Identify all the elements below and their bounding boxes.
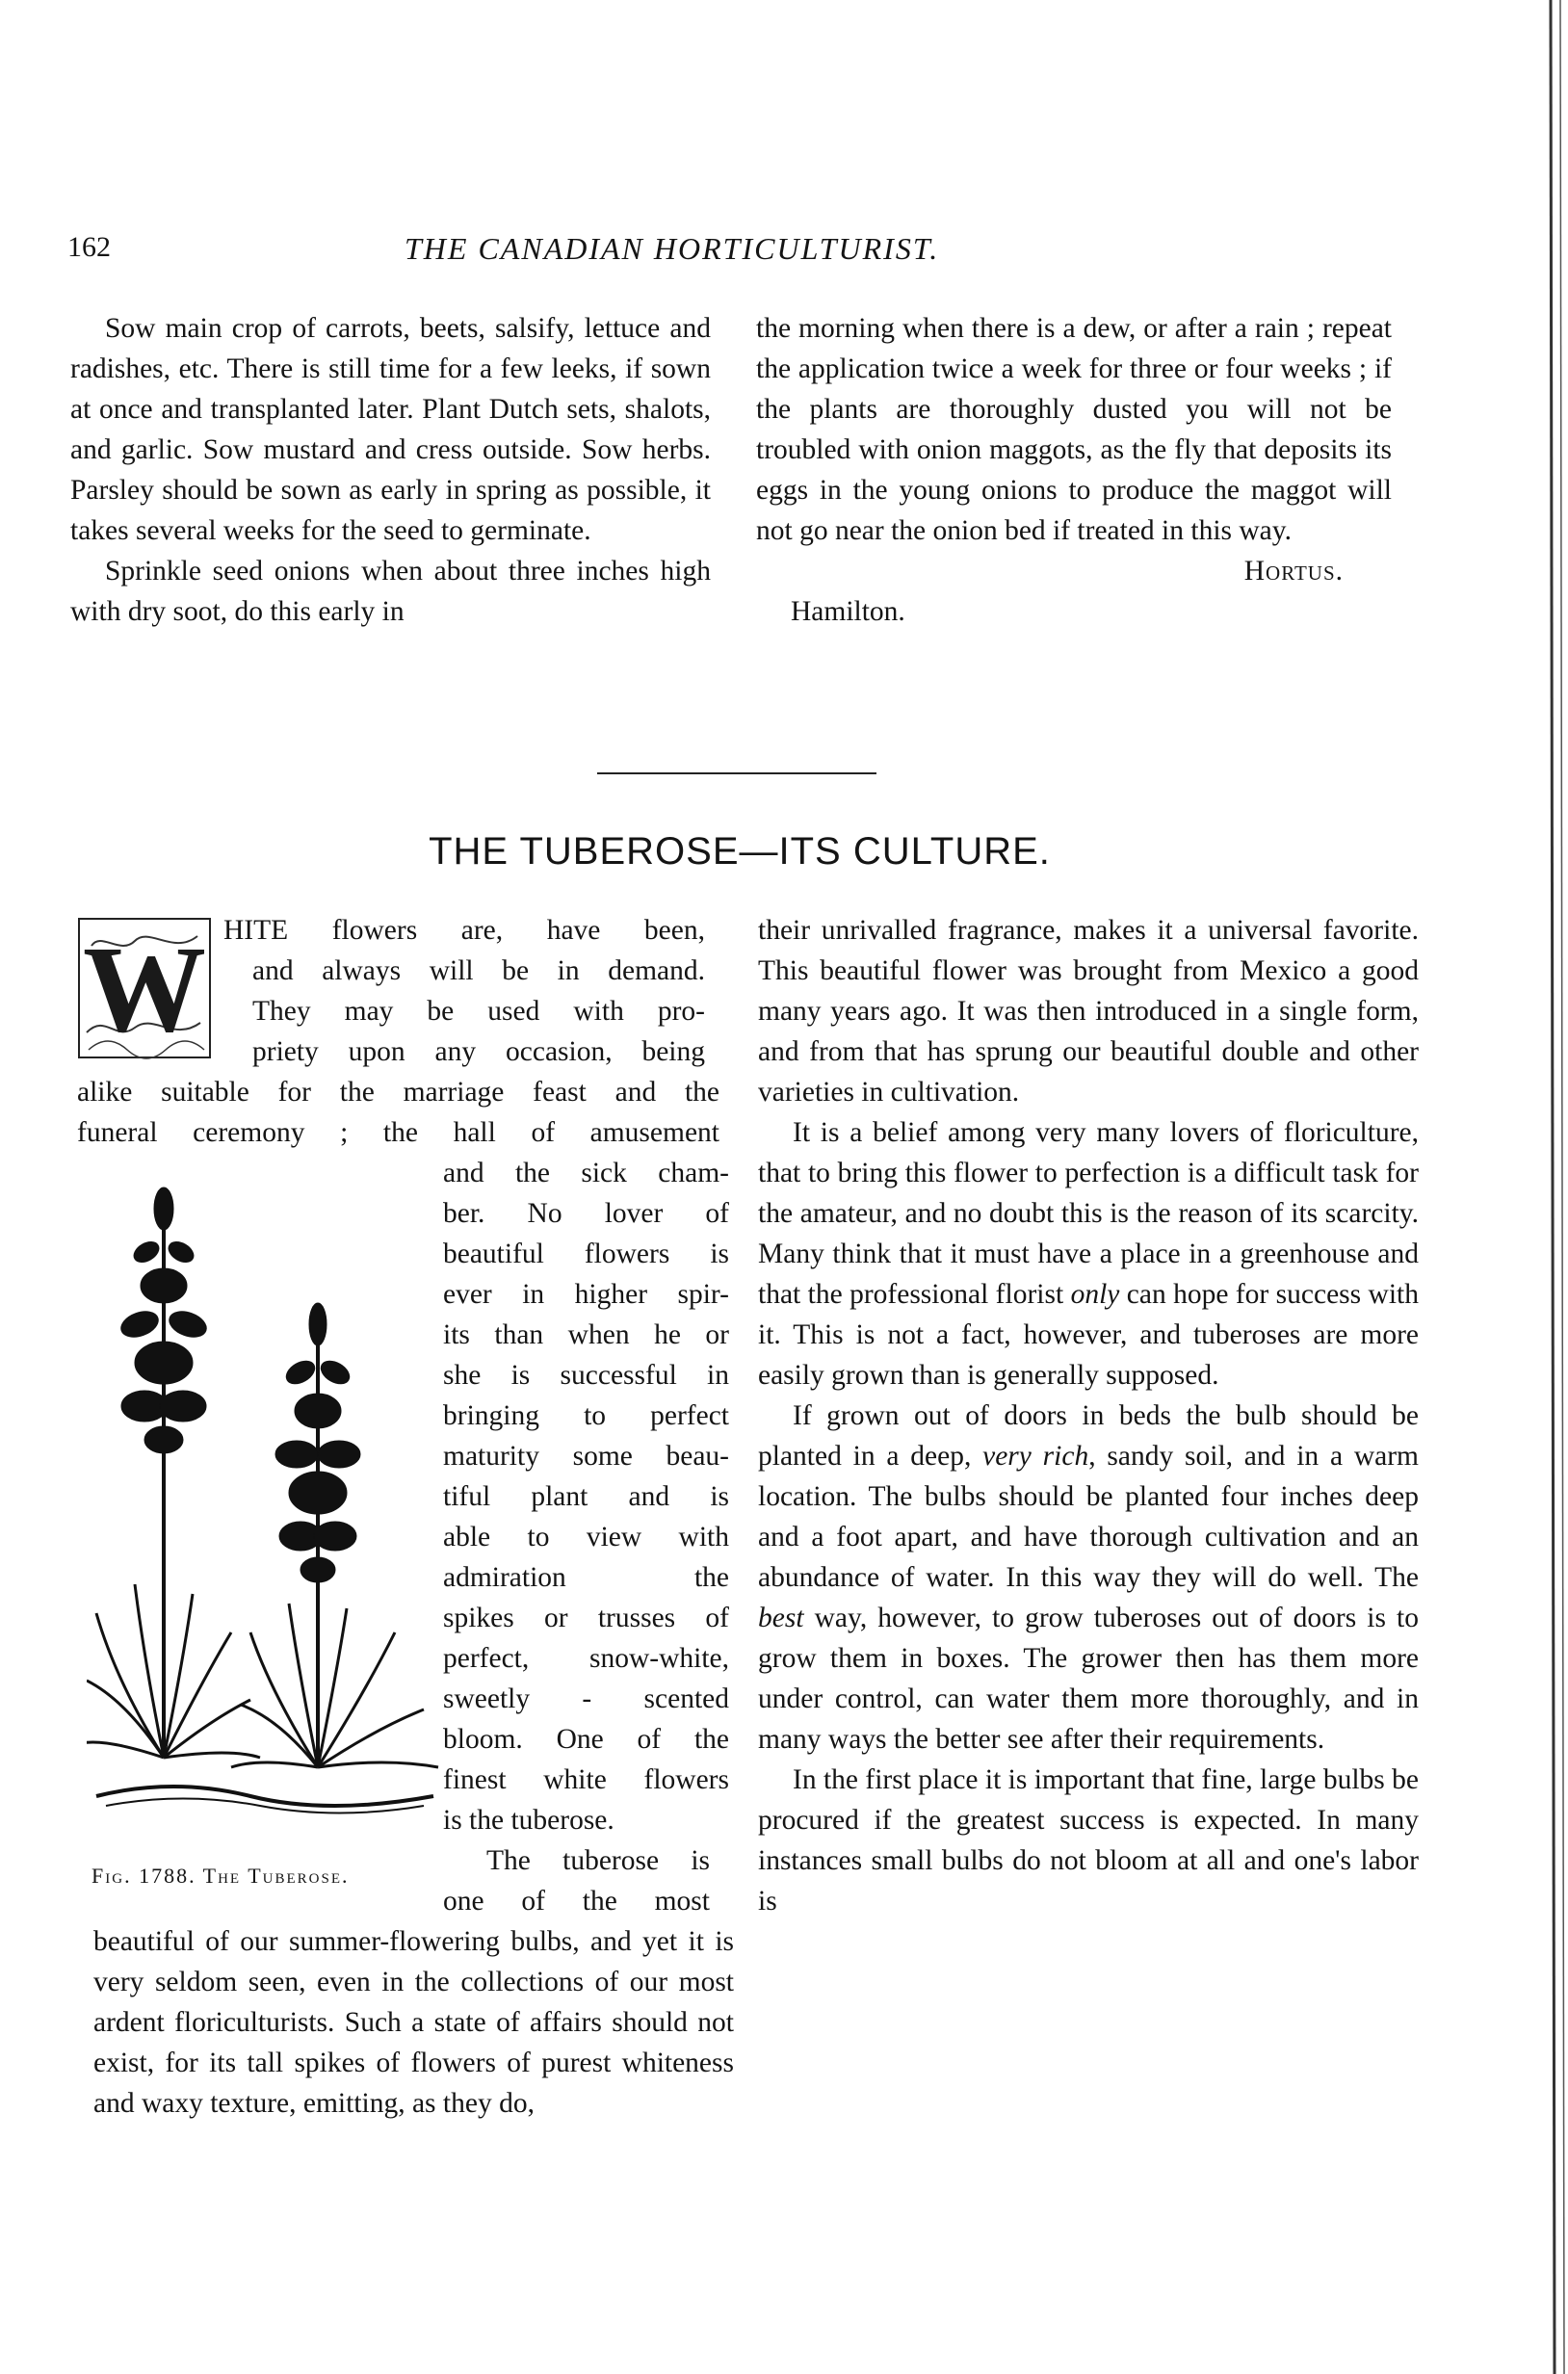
text-line: The tuberose is: [486, 1845, 710, 1876]
emphasis-text: very rich: [982, 1441, 1089, 1472]
paragraph: [758, 910, 1419, 1112]
text-line: is the tuberose.: [443, 1805, 614, 1836]
page-number: 162: [67, 231, 111, 263]
text-line: alike suitable for the marriage feast and the: [77, 1077, 719, 1108]
text-line: maturity some beau-: [443, 1441, 729, 1472]
article-right-column: [758, 910, 1419, 1921]
article-title: THE TUBEROSE—ITS CULTURE.: [429, 830, 1051, 873]
text-run: , sandy soil, and in a warm location. The bulbs should be planted four inches deep and a foot apart, and have thorough cultivation and an abundance of water. In this way they will do well. The: [758, 1441, 1420, 1593]
text-line: They may be used with pro-: [252, 996, 705, 1027]
text-run: way, however, to grow tuberoses out of doors is to grow them in boxes. The grower then has them more under control, can water them more thoroughly, and in many ways the better see after their requirements.: [758, 1603, 1419, 1755]
text-run: can hope for success with it. This is not a fact, however, and tuberoses are more easily grown than is generally supposed.: [758, 1279, 1419, 1391]
text-line: its than when he or: [443, 1319, 729, 1350]
text-line: perfect, snow-white,: [443, 1643, 729, 1674]
text-line: beautiful flowers is: [443, 1239, 729, 1269]
text-line: bloom. One of the: [443, 1724, 729, 1755]
tuberose-figure: [87, 1180, 443, 1854]
text-line: ber. No lover of: [443, 1198, 729, 1229]
text-line: sweetly - scented: [443, 1683, 729, 1714]
text-line: one of the most: [443, 1886, 710, 1917]
signature: Hortus.: [1243, 556, 1344, 587]
emphasis-text: best: [758, 1603, 804, 1633]
top-article-left-column: [70, 308, 711, 632]
paragraph: beautiful of our summer-flowering bulbs, and yet it is very seldom seen, even in the collections of our most ardent floriculturists. Such a state of affairs should not exist, for its tall spikes of flowers of purest whiteness and waxy texture, emitting, as they do,: [93, 1926, 734, 2119]
top-article-right-column: [756, 308, 1392, 632]
text-line: bringing to perfect: [443, 1400, 729, 1431]
figure-caption: Fig. 1788. The Tuberose.: [91, 1864, 350, 1888]
tuberose-illustration-icon: [87, 1180, 443, 1854]
text-line: HITE flowers are, have been,: [223, 915, 705, 946]
text-line: tiful plant and is: [443, 1481, 729, 1512]
drop-cap-ornament-icon: [77, 917, 212, 1059]
paragraph: Sow main crop of carrots, beets, salsify, lettuce and radishes, etc. There is still time for a few leeks, if sown at once and transplanted later. Plant Dutch sets, shalots, and garlic. Sow mustard and cress outside. Sow herbs. Parsley should be sown as early in spring as possible, it takes several weeks for the seed to germinate.: [70, 313, 711, 546]
section-divider: [597, 772, 876, 774]
text-line: she is successful in: [443, 1360, 729, 1391]
text-line: priety upon any occasion, being: [252, 1036, 705, 1067]
drop-cap-letter: W: [83, 921, 206, 1057]
text-run: If grown out of doors in beds the bulb should be planted in a deep,: [758, 1400, 1419, 1472]
place-name: Hamilton.: [791, 596, 905, 627]
text-line: funeral ceremony ; the hall of amusement: [77, 1117, 719, 1148]
emphasis-text: only: [1070, 1279, 1120, 1310]
paragraph: Sprinkle seed onions when about three inches high with dry soot, do this early in: [70, 556, 711, 627]
text-run: In the first place it is important that fine, large bulbs be procured if the greatest success is expected. In many instances small bulbs do not bloom at all and one's labor is: [758, 1764, 1419, 1917]
text-run: their unrivalled fragrance, makes it a universal favorite. This beautiful flower was brought from Mexico a good many years ago. It was then introduced in a single form, and from that has sprung our beautiful double and other varieties in cultivation.: [758, 915, 1419, 1108]
journal-title: THE CANADIAN HORTICULTURIST.: [405, 231, 940, 266]
article-left-column-continued: [93, 1921, 734, 2124]
text-line: ever in higher spir-: [443, 1279, 729, 1310]
paragraph: [758, 1760, 1419, 1921]
page-edge-shadow: [1541, 0, 1568, 2374]
text-line: and always will be in demand.: [252, 955, 705, 986]
text-line: able to view with: [443, 1522, 729, 1552]
text-line: finest white flowers: [443, 1764, 729, 1795]
running-head: [67, 231, 1387, 270]
paragraph: [758, 1112, 1419, 1396]
text-line: admiration the: [443, 1562, 729, 1593]
text-line: and the sick cham-: [443, 1158, 729, 1188]
paragraph: the morning when there is a dew, or after a rain ; repeat the application twice a week for three or four weeks ; if the plants are thoroughly dusted you will not be troubled with onion maggots, as the fly that deposits its eggs in the young onions to produce the maggot will not go near the onion bed if treated in this way.: [756, 313, 1392, 546]
text-line: spikes or trusses of: [443, 1603, 729, 1633]
paragraph: [758, 1396, 1419, 1760]
drop-cap: [77, 917, 212, 1059]
text-run: It is a belief among very many lovers of floriculture, that to bring this flower to perfection is a difficult task for the amateur, and no doubt this is the reason of its scarcity. Many think that it must have a place in a greenhouse and that the professional florist: [758, 1117, 1419, 1310]
